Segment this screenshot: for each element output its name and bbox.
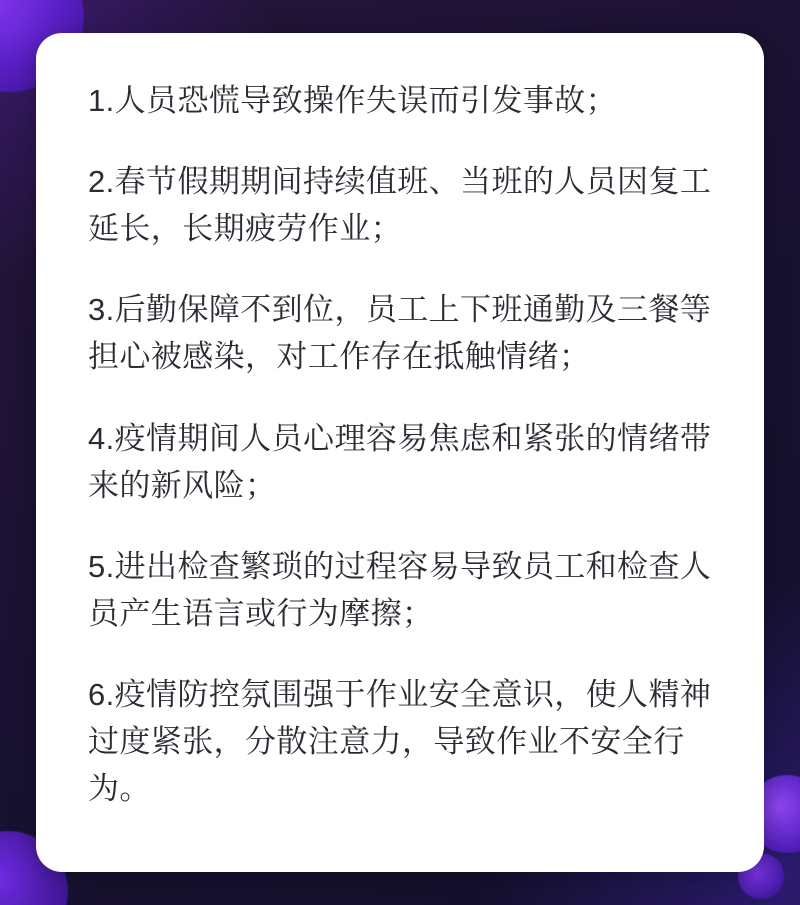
list-item: 2.春节假期期间持续值班、当班的人员因复工延长，长期疲劳作业；: [88, 164, 712, 247]
list-item: 3.后勤保障不到位，员工上下班通勤及三餐等担心被感染，对工作存在抵触情绪；: [88, 292, 712, 375]
content-card: [36, 33, 764, 872]
paragraph-list: [88, 77, 712, 812]
list-item: 6.疫情防控氛围强于作业安全意识，使人精神过度紧张，分散注意力，导致作业不安全行为。: [88, 676, 712, 807]
list-item: 1.人员恐慌导致操作失误而引发事故；: [88, 83, 618, 118]
list-item: 5.进出检查繁琐的过程容易导致员工和检查人员产生语言或行为摩擦；: [88, 548, 712, 631]
list-item: 4.疫情期间人员心理容易焦虑和紧张的情绪带来的新风险；: [88, 420, 712, 503]
